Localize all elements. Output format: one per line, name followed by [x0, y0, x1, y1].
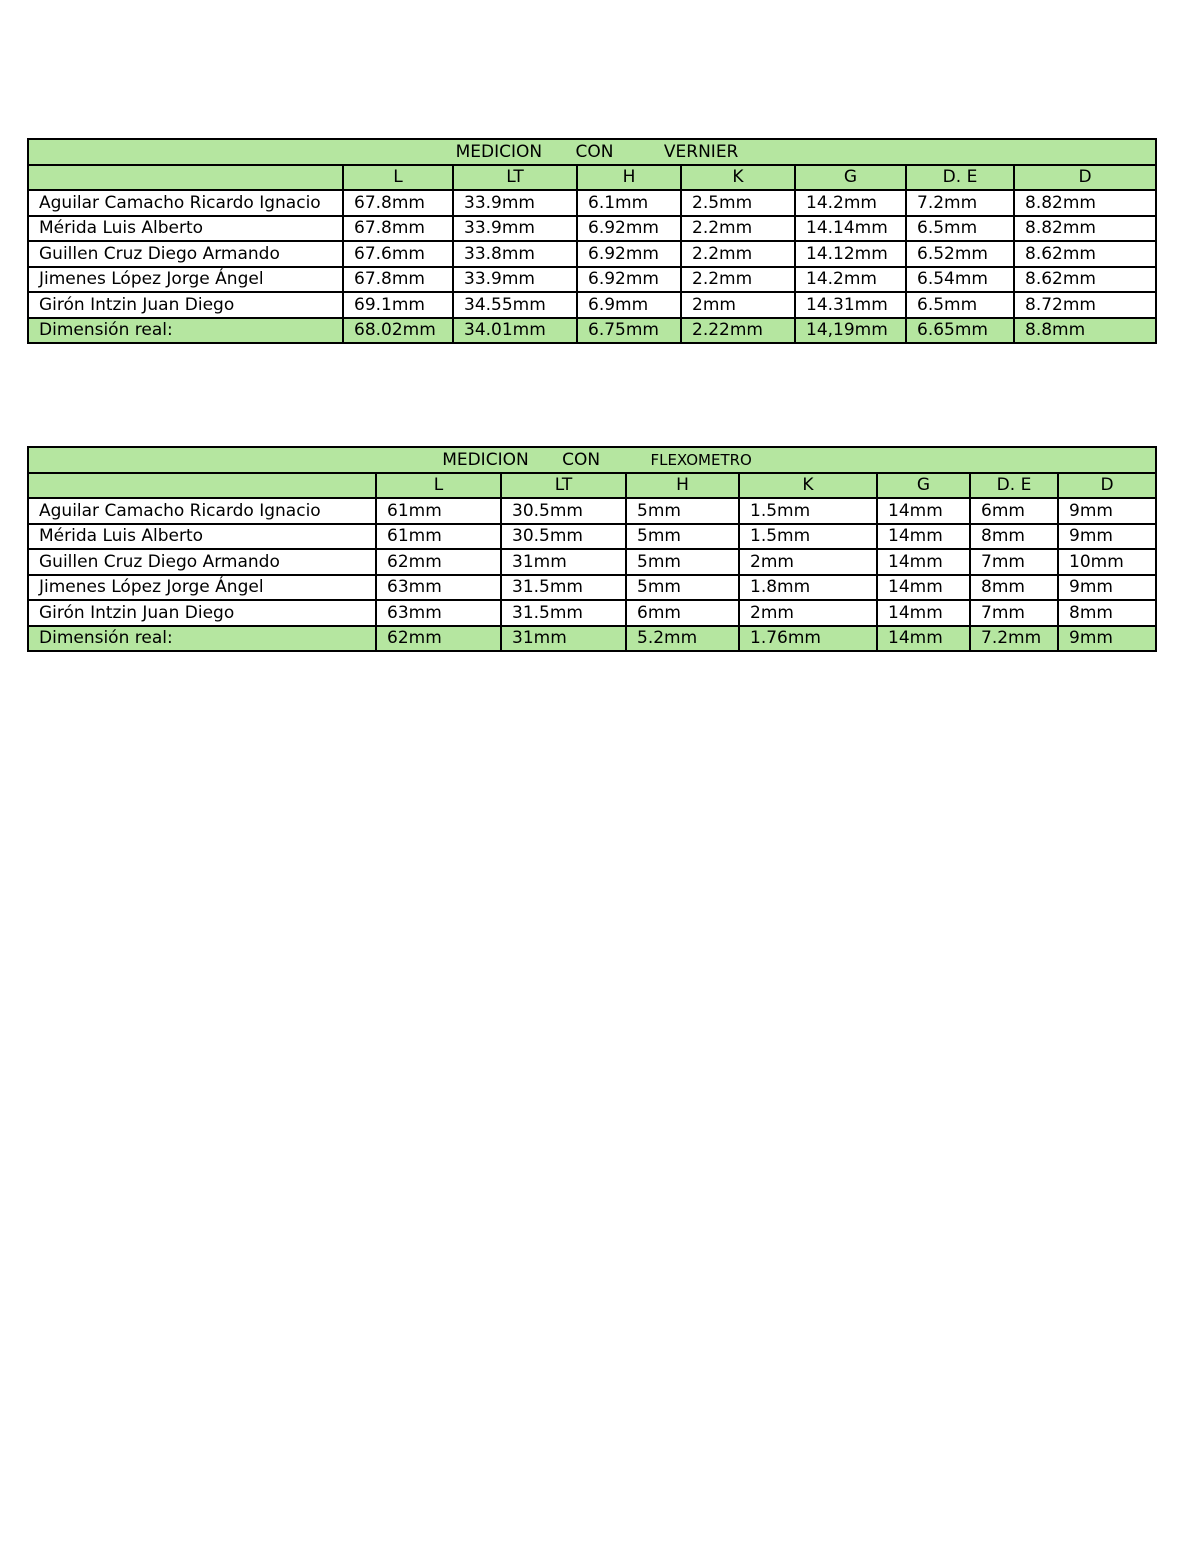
- student-name: Guillen Cruz Diego Armando: [28, 241, 343, 267]
- measurement-cell: 14.2mm: [795, 267, 906, 293]
- table-title-row: [28, 139, 1156, 165]
- measurement-cell: 8mm: [1058, 600, 1156, 626]
- table-row: [28, 600, 1156, 626]
- measurement-cell: 6.54mm: [906, 267, 1014, 293]
- measurement-cell: 8.62mm: [1014, 267, 1156, 293]
- measurement-cell: 67.8mm: [343, 267, 453, 293]
- measurement-cell: 5mm: [626, 549, 739, 575]
- real-dimension-cell: 68.02mm: [343, 318, 453, 344]
- column-header: D. E: [970, 473, 1058, 499]
- real-dimension-row: [28, 318, 1156, 344]
- measurement-cell: 2.2mm: [681, 216, 795, 242]
- table-title: [28, 139, 1156, 165]
- measurement-cell: 63mm: [376, 600, 501, 626]
- student-name: Girón Intzin Juan Diego: [28, 600, 376, 626]
- measurement-cell: 30.5mm: [501, 524, 626, 550]
- student-name: Jimenes López Jorge Ángel: [28, 575, 376, 601]
- real-dimension-cell: 62mm: [376, 626, 501, 652]
- measurement-cell: 8mm: [970, 524, 1058, 550]
- measurement-cell: 7mm: [970, 600, 1058, 626]
- real-dimension-cell: 14mm: [877, 626, 970, 652]
- column-header: H: [626, 473, 739, 499]
- measurement-cell: 8.82mm: [1014, 216, 1156, 242]
- column-header: G: [877, 473, 970, 499]
- title-word: MEDICION: [455, 141, 543, 162]
- measurement-cell: 14.12mm: [795, 241, 906, 267]
- measurement-cell: 14.31mm: [795, 292, 906, 318]
- measurement-cell: 61mm: [376, 498, 501, 524]
- measurement-cell: 7.2mm: [906, 190, 1014, 216]
- title-word: FLEXOMETRO: [650, 450, 752, 469]
- measurement-cell: 14.2mm: [795, 190, 906, 216]
- measurement-cell: 6.5mm: [906, 292, 1014, 318]
- real-dimension-label: Dimensión real:: [28, 626, 376, 652]
- measurement-cell: 31.5mm: [501, 575, 626, 601]
- measurement-cell: 8.82mm: [1014, 190, 1156, 216]
- measurement-cell: 2.2mm: [681, 241, 795, 267]
- measurement-cell: 1.8mm: [739, 575, 877, 601]
- measurement-cell: 6.9mm: [577, 292, 681, 318]
- measurement-cell: 9mm: [1058, 524, 1156, 550]
- measurement-cell: 30.5mm: [501, 498, 626, 524]
- real-dimension-cell: 2.22mm: [681, 318, 795, 344]
- measurement-cell: 31.5mm: [501, 600, 626, 626]
- measurement-cell: 10mm: [1058, 549, 1156, 575]
- measurement-cell: 67.8mm: [343, 216, 453, 242]
- measurement-cell: 31mm: [501, 549, 626, 575]
- measurement-cell: 69.1mm: [343, 292, 453, 318]
- student-name: Jimenes López Jorge Ángel: [28, 267, 343, 293]
- measurement-cell: 6mm: [626, 600, 739, 626]
- measurement-cell: 63mm: [376, 575, 501, 601]
- table-row: [28, 267, 1156, 293]
- measurement-cell: 6.92mm: [577, 241, 681, 267]
- title-word: CON: [562, 449, 601, 470]
- measurement-cell: 6.52mm: [906, 241, 1014, 267]
- measurement-cell: 6.1mm: [577, 190, 681, 216]
- measurement-cell: 6.92mm: [577, 267, 681, 293]
- measurement-cell: 14mm: [877, 575, 970, 601]
- measurement-cell: 1.5mm: [739, 498, 877, 524]
- vernier-measurement-table: [27, 138, 1157, 344]
- real-dimension-label: Dimensión real:: [28, 318, 343, 344]
- measurement-cell: 2.2mm: [681, 267, 795, 293]
- title-word: CON: [575, 141, 614, 162]
- measurement-cell: 6.5mm: [906, 216, 1014, 242]
- student-name: Mérida Luis Alberto: [28, 216, 343, 242]
- student-name: Guillen Cruz Diego Armando: [28, 549, 376, 575]
- column-header-row: [28, 165, 1156, 191]
- student-name: Mérida Luis Alberto: [28, 524, 376, 550]
- measurement-cell: 67.6mm: [343, 241, 453, 267]
- column-header: L: [376, 473, 501, 499]
- table-row: [28, 190, 1156, 216]
- measurement-cell: 9mm: [1058, 498, 1156, 524]
- column-header: L: [343, 165, 453, 191]
- measurement-cell: 6mm: [970, 498, 1058, 524]
- measurement-cell: 8.62mm: [1014, 241, 1156, 267]
- real-dimension-cell: 1.76mm: [739, 626, 877, 652]
- header-empty-cell: [28, 165, 343, 191]
- measurement-cell: 9mm: [1058, 575, 1156, 601]
- measurement-cell: 2.5mm: [681, 190, 795, 216]
- real-dimension-cell: 34.01mm: [453, 318, 577, 344]
- title-word: MEDICION: [442, 449, 529, 470]
- column-header: D: [1058, 473, 1156, 499]
- table-row: [28, 498, 1156, 524]
- measurement-cell: 2mm: [739, 600, 877, 626]
- table-row: [28, 524, 1156, 550]
- measurement-cell: 8.72mm: [1014, 292, 1156, 318]
- measurement-cell: 14.14mm: [795, 216, 906, 242]
- measurement-cell: 34.55mm: [453, 292, 577, 318]
- measurement-cell: 14mm: [877, 549, 970, 575]
- measurement-cell: 8mm: [970, 575, 1058, 601]
- measurement-cell: 7mm: [970, 549, 1058, 575]
- measurement-cell: 33.9mm: [453, 190, 577, 216]
- student-name: Aguilar Camacho Ricardo Ignacio: [28, 190, 343, 216]
- student-name: Aguilar Camacho Ricardo Ignacio: [28, 498, 376, 524]
- table-row: [28, 575, 1156, 601]
- real-dimension-cell: 9mm: [1058, 626, 1156, 652]
- measurement-cell: 6.92mm: [577, 216, 681, 242]
- real-dimension-cell: 31mm: [501, 626, 626, 652]
- real-dimension-cell: 6.75mm: [577, 318, 681, 344]
- table-row: [28, 549, 1156, 575]
- measurement-cell: 5mm: [626, 524, 739, 550]
- column-header: K: [739, 473, 877, 499]
- real-dimension-row: [28, 626, 1156, 652]
- measurement-cell: 2mm: [681, 292, 795, 318]
- measurement-cell: 33.8mm: [453, 241, 577, 267]
- measurement-cell: 14mm: [877, 600, 970, 626]
- flexometro-measurement-table: [27, 446, 1157, 652]
- measurement-cell: 61mm: [376, 524, 501, 550]
- header-empty-cell: [28, 473, 376, 499]
- measurement-cell: 2mm: [739, 549, 877, 575]
- measurement-cell: 5mm: [626, 575, 739, 601]
- real-dimension-cell: 7.2mm: [970, 626, 1058, 652]
- table-title: [28, 447, 1156, 473]
- table-row: [28, 216, 1156, 242]
- column-header: LT: [501, 473, 626, 499]
- real-dimension-cell: 14,19mm: [795, 318, 906, 344]
- measurement-cell: 1.5mm: [739, 524, 877, 550]
- real-dimension-cell: 6.65mm: [906, 318, 1014, 344]
- table-row: [28, 241, 1156, 267]
- column-header: K: [681, 165, 795, 191]
- measurement-cell: 33.9mm: [453, 267, 577, 293]
- column-header: G: [795, 165, 906, 191]
- column-header: LT: [453, 165, 577, 191]
- column-header: H: [577, 165, 681, 191]
- measurement-cell: 14mm: [877, 524, 970, 550]
- student-name: Girón Intzin Juan Diego: [28, 292, 343, 318]
- measurement-cell: 62mm: [376, 549, 501, 575]
- measurement-cell: 14mm: [877, 498, 970, 524]
- title-word: VERNIER: [663, 141, 739, 162]
- table-title-row: [28, 447, 1156, 473]
- real-dimension-cell: 5.2mm: [626, 626, 739, 652]
- table-row: [28, 292, 1156, 318]
- column-header-row: [28, 473, 1156, 499]
- column-header: D: [1014, 165, 1156, 191]
- measurement-cell: 33.9mm: [453, 216, 577, 242]
- real-dimension-cell: 8.8mm: [1014, 318, 1156, 344]
- measurement-cell: 5mm: [626, 498, 739, 524]
- measurement-cell: 67.8mm: [343, 190, 453, 216]
- column-header: D. E: [906, 165, 1014, 191]
